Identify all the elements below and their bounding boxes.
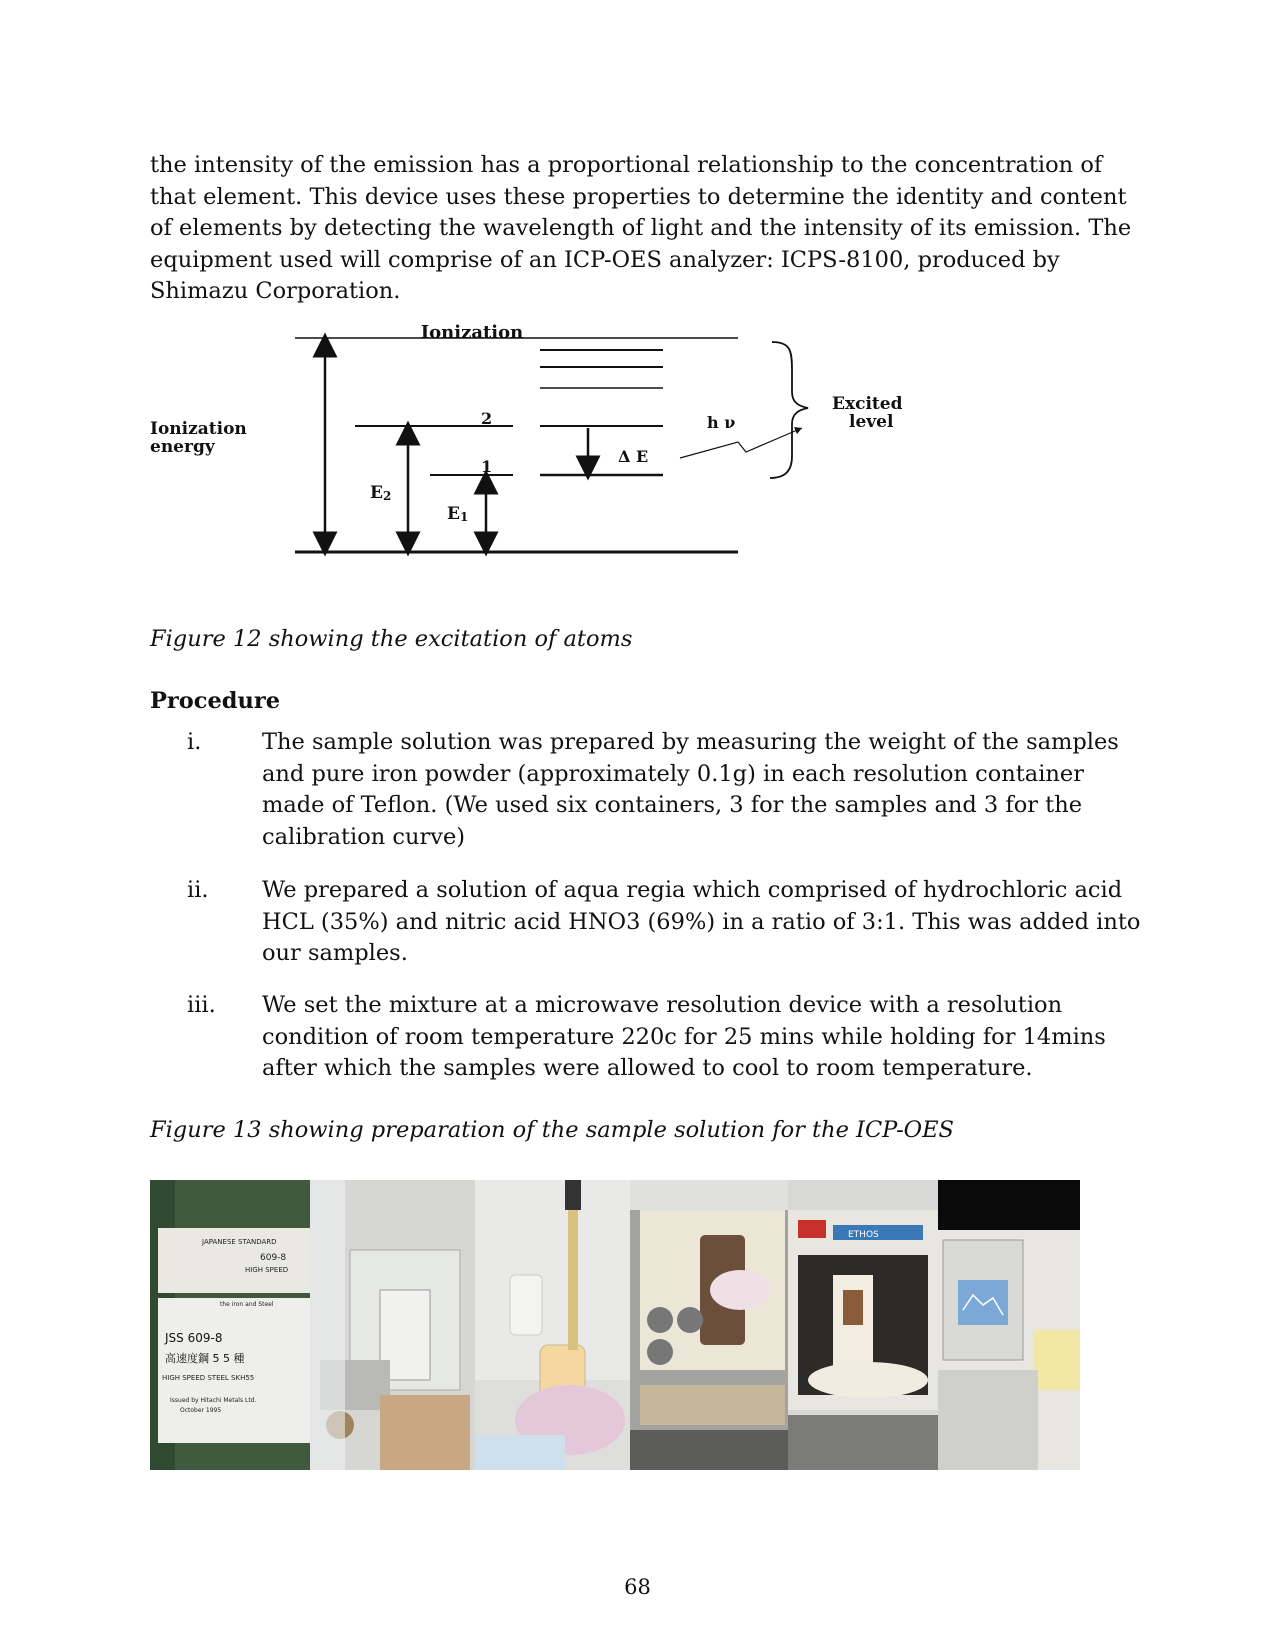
svg-text:October 1995: October 1995 xyxy=(180,1407,222,1414)
figure-12-caption: Figure 12 showing the excitation of atoms xyxy=(150,626,633,652)
photon-zigzag xyxy=(680,428,802,458)
photo-teflon-containers xyxy=(630,1180,788,1470)
e1-label: E1 xyxy=(447,504,469,524)
svg-text:the iron and Steel: the iron and Steel xyxy=(220,1301,274,1308)
figure-13-caption: Figure 13 showing preparation of the sample solution for the ICP-OES xyxy=(150,1117,954,1143)
photo-standard-sample xyxy=(150,1180,310,1470)
svg-text:高速度鋼 5 5 種: 高速度鋼 5 5 種 xyxy=(165,1352,245,1365)
step-text: We set the mixture at a microwave resolution device with a resolution condition of room temperature 220c for 25 mins while holding for 14mins after which the samples were allowed to cool to room temperature. xyxy=(262,992,1106,1081)
excited-label-2: level xyxy=(849,412,894,432)
level-1-label: 1 xyxy=(481,457,493,476)
svg-text:609-8: 609-8 xyxy=(260,1253,287,1263)
svg-text:HIGH SPEED: HIGH SPEED xyxy=(245,1266,289,1274)
ionization-label: Ionization xyxy=(420,322,524,343)
procedure-heading: Procedure xyxy=(150,688,281,714)
photo-icp-oes-analyzer xyxy=(938,1180,1080,1470)
excited-level-brace xyxy=(770,342,808,478)
step-text: We prepared a solution of aqua regia which comprised of hydrochloric acid HCL (35%) and nitric acid HNO3 (69%) in a ratio of 3:1. This was added into our samples. xyxy=(262,877,1141,966)
svg-text:JSS 609-8: JSS 609-8 xyxy=(165,1331,223,1345)
svg-text:ETHOS: ETHOS xyxy=(848,1230,879,1240)
svg-text:HIGH SPEED STEEL SKH55: HIGH SPEED STEEL SKH55 xyxy=(162,1374,255,1382)
svg-text:JAPANESE STANDARD: JAPANESE STANDARD xyxy=(202,1238,277,1246)
photo-microwave-device xyxy=(788,1180,938,1470)
step-text: The sample solution was prepared by measuring the weight of the samples and pure iron powder (approximately 0.1g) in each resolution container made of Teflon. (We used six containers, 3 for the samples and 3 for the calibration curve) xyxy=(262,729,1119,850)
energy-level-svg xyxy=(150,320,950,570)
excitation-diagram xyxy=(150,320,950,574)
step-number: i. xyxy=(187,729,202,755)
step-number: ii. xyxy=(187,877,209,903)
excited-label-1: Excited xyxy=(832,394,903,414)
page-number: 68 xyxy=(624,1575,651,1599)
ionization-energy-label-2: energy xyxy=(150,437,215,457)
svg-text:Issued by Hitachi Metals Ltd.: Issued by Hitachi Metals Ltd. xyxy=(170,1397,257,1404)
level-2-label: 2 xyxy=(481,409,493,428)
ionization-energy-label-1: Ionization xyxy=(150,419,247,439)
e2-label: E2 xyxy=(370,483,392,503)
photo-balance xyxy=(310,1180,475,1470)
delta-e-label: Δ E xyxy=(618,447,649,466)
step-number: iii. xyxy=(187,992,216,1018)
sample-prep-photo-strip xyxy=(150,1180,1080,1470)
h-nu-label: h ν xyxy=(707,413,736,432)
photo-pipette xyxy=(475,1180,630,1470)
intro-paragraph: the intensity of the emission has a proportional relationship to the concentration of that element. This device uses these properties to determine the identity and content of elements by detecting the wavelength of light and the intensity of its emission. The equipment used will comprise of an ICP-OES analyzer: ICPS-8100, produced by Shimazu Corporation. xyxy=(150,152,1132,304)
